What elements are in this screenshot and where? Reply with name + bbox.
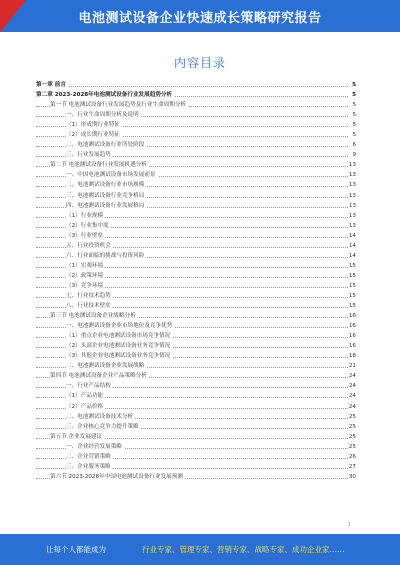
toc-entry-text: 第四节 电池测试设备企业产品策略分析: [50, 373, 147, 380]
toc-entry-page: 5: [352, 132, 356, 139]
toc-entry-page: 14: [348, 242, 356, 249]
toc-entry-page: 24: [348, 403, 356, 410]
toc-entry-text: 二、电池测试设备行业所处阶段: [66, 142, 145, 149]
toc-entry[interactable]: [36, 381, 356, 391]
toc-entry-page: 30: [348, 473, 356, 480]
toc-entry[interactable]: [36, 402, 356, 412]
toc-entry-page: 24: [348, 373, 356, 380]
toc-entry[interactable]: [36, 231, 356, 241]
toc-entry-text: 三、电池测试设备行业竞争格局: [66, 192, 145, 199]
toc-entry-text: 三、企业服务策略: [66, 463, 111, 470]
toc-entry-text: 四、电池测试设备行业发展格局: [66, 202, 145, 209]
toc-entry-page: 13: [348, 192, 356, 199]
toc-entry[interactable]: [36, 301, 356, 311]
toc-entry-text: 第三节 电池测试设备企业战略分析: [50, 313, 136, 320]
toc-entry[interactable]: [36, 371, 356, 381]
toc-entry-text: （1）重点企业电池测试设备市场竞争情况: [66, 333, 171, 340]
toc-entry-text: （1）形成期行业特征: [66, 122, 120, 129]
toc-entry[interactable]: [36, 341, 356, 351]
toc-entry-page: 15: [348, 292, 356, 299]
toc-entry-text: 八、行业技术壁垒: [66, 303, 111, 310]
toc-entry-text: 第一章 前言: [36, 82, 66, 88]
toc-entry[interactable]: [36, 432, 356, 442]
toc-entry-page: 15: [348, 282, 356, 289]
toc-entry-text: 七、行业技术趋势: [66, 292, 111, 299]
toc-entry-page: 18: [348, 353, 356, 360]
toc-entry-text: （3）行业壁垒: [66, 232, 104, 239]
toc-entry[interactable]: [36, 442, 356, 452]
toc-entry[interactable]: [36, 251, 356, 261]
toc-entry[interactable]: [36, 191, 356, 201]
toc-entry-text: （1）行业规模: [66, 212, 104, 219]
toc-entry-text: （1）产品功能: [66, 393, 104, 400]
toc-entry-page: 16: [348, 323, 356, 330]
toc-dot-leader: [36, 86, 348, 87]
toc-entry[interactable]: [36, 422, 356, 432]
toc-entry-page: 14: [348, 252, 356, 259]
toc-entry-page: 5: [352, 82, 356, 88]
toc-entry-page: 15: [348, 272, 356, 279]
toc-entry-text: 二、电池测试设备企业发展战略: [66, 363, 145, 370]
toc-entry[interactable]: [36, 462, 356, 472]
toc-entry-text: 三、企业核心竞争力提升策略: [66, 423, 139, 430]
toc-entry[interactable]: [36, 291, 356, 301]
toc-entry-text: 一、行业生命周期分析及说明: [66, 112, 139, 119]
footer-lead-text: 让每个人都能成为: [46, 545, 106, 554]
toc-entry[interactable]: [36, 211, 356, 221]
toc-entry[interactable]: [36, 110, 356, 120]
toc-entry-text: 第二节 电池测试设备行业发展机遇分析: [50, 162, 147, 169]
toc-entry-text: （3）竞争环境: [66, 282, 104, 289]
toc-entry-page: 16: [348, 333, 356, 340]
toc-entry[interactable]: [36, 472, 356, 482]
toc-entry-text: （2）成长期行业特征: [66, 132, 120, 139]
toc-entry-page: 5: [352, 112, 356, 119]
toc-entry-page: 25: [348, 413, 356, 420]
toc-entry-text: 三、行业发展趋势: [66, 152, 111, 159]
toc-entry-page: 15: [348, 262, 356, 269]
toc-entry-text: 第二章 2023-2028年电池测试设备行业发展趋势分析: [36, 92, 173, 99]
table-of-contents: [36, 80, 356, 482]
toc-entry-text: 五、行业投资机会: [66, 242, 111, 249]
toc-entry-page: 5: [352, 122, 356, 129]
toc-entry-page: 26: [348, 453, 356, 460]
toc-entry[interactable]: [36, 412, 356, 422]
toc-entry[interactable]: [36, 100, 356, 110]
toc-entry[interactable]: [36, 241, 356, 251]
toc-entry[interactable]: [36, 130, 356, 140]
toc-entry-page: 15: [348, 303, 356, 310]
toc-entry[interactable]: [36, 351, 356, 361]
toc-entry[interactable]: [36, 311, 356, 321]
toc-entry-text: 六、行业面临的挑战与投资风险: [66, 252, 145, 259]
toc-entry-page: 13: [348, 162, 356, 169]
toc-entry-text: 一、企业经营发展策略: [66, 443, 122, 450]
toc-entry-page: 6: [352, 142, 356, 149]
toc-entry-text: （2）政策环境: [66, 272, 104, 279]
report-header: [0, 0, 400, 32]
toc-entry-text: 二、企业营销策略: [66, 453, 111, 460]
toc-entry-text: 二、电池测试设备行业市场规模: [66, 182, 145, 189]
toc-entry-text: 一、电池测试设备企业市场地位及竞争优势: [66, 323, 173, 330]
report-title: 电池测试设备企业快速成长策略研究报告: [78, 11, 322, 26]
toc-entry-text: （2）头部企业电池测试设备业务竞争情况: [66, 343, 171, 350]
toc-entry-text: 二、电池测试设备技术分析: [66, 413, 134, 420]
toc-entry-page: 21: [348, 363, 356, 370]
toc-entry-text: （2）产品价格: [66, 403, 104, 410]
toc-title: 内容目录: [173, 56, 226, 70]
toc-entry[interactable]: [36, 452, 356, 462]
toc-entry-page: 13: [348, 172, 356, 179]
toc-entry[interactable]: [36, 120, 356, 130]
toc-entry[interactable]: [36, 271, 356, 281]
toc-entry-page: 25: [348, 433, 356, 440]
toc-entry-page: 13: [348, 182, 356, 189]
toc-entry-page: 13: [348, 212, 356, 219]
toc-entry-text: 第五节 企业发展建议: [50, 433, 103, 440]
toc-entry[interactable]: [36, 261, 356, 271]
toc-entry-page: 24: [348, 393, 356, 400]
toc-entry-page: 25: [348, 443, 356, 450]
toc-entry-page: 5: [352, 92, 356, 99]
toc-entry-page: 25: [348, 423, 356, 430]
toc-entry-page: 24: [348, 383, 356, 390]
toc-entry-text: 第六节 2023-2028年中国电池测试设备行业发展预测: [50, 473, 183, 480]
toc-entry[interactable]: [36, 150, 356, 160]
toc-entry[interactable]: [36, 221, 356, 231]
toc-entry[interactable]: [36, 170, 356, 180]
toc-entry[interactable]: [36, 140, 356, 150]
toc-entry-page: 5: [352, 102, 356, 109]
toc-entry[interactable]: [36, 391, 356, 401]
toc-entry[interactable]: [36, 361, 356, 371]
toc-entry-text: 一、中国电池测试设备市场发展前景: [66, 172, 156, 179]
toc-entry-page: 16: [348, 313, 356, 320]
toc-entry-text: （3）其他企业电池测试设备业务竞争情况: [66, 353, 171, 360]
page-number: 1: [348, 522, 351, 527]
toc-entry[interactable]: [36, 331, 356, 341]
toc-entry-text: 一、行业产品结构: [66, 383, 111, 390]
toc-entry-text: 第一节 电池测试设备行业发展趋势及行业生命周期分析: [50, 102, 187, 109]
toc-entry[interactable]: [36, 90, 356, 100]
toc-entry-page: 27: [348, 463, 356, 470]
toc-entry[interactable]: [36, 201, 356, 211]
toc-entry[interactable]: [36, 80, 356, 90]
toc-entry-page: 9: [352, 152, 356, 159]
toc-entry-page: 13: [348, 202, 356, 209]
toc-entry[interactable]: [36, 321, 356, 331]
report-footer: [0, 534, 400, 565]
toc-entry[interactable]: [36, 160, 356, 170]
footer-roles-text: 行业专家、管理专家、营销专家、战略专家、成功企业家……: [142, 545, 345, 554]
toc-entry-page: 16: [348, 343, 356, 350]
toc-entry-text: （1）宏观环境: [66, 262, 104, 269]
toc-entry[interactable]: [36, 180, 356, 190]
toc-entry[interactable]: [36, 281, 356, 291]
toc-entry-text: （2）行业集中度: [66, 222, 109, 229]
toc-entry-page: 13: [348, 222, 356, 229]
toc-entry-page: 14: [348, 232, 356, 239]
